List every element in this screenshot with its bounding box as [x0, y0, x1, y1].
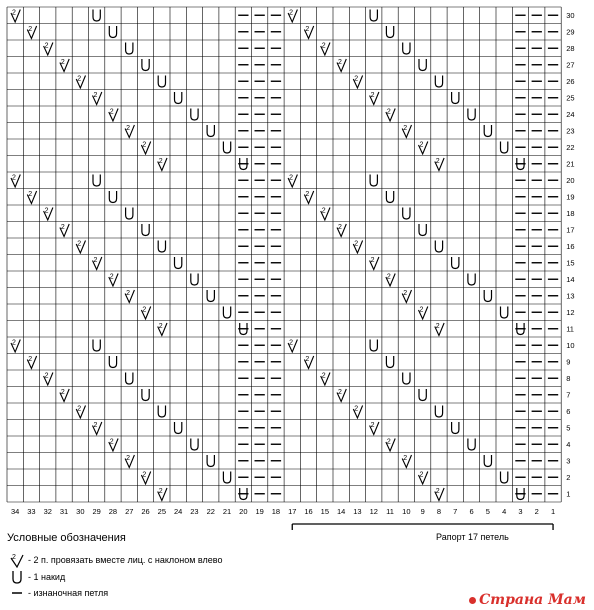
- yarnover-symbol: [403, 43, 410, 55]
- decrease-mark: 2: [142, 306, 147, 314]
- legend-purl-text: - изнаночная петля: [28, 588, 109, 598]
- decrease-mark: 2: [321, 372, 326, 380]
- row-label: 18: [566, 208, 575, 218]
- purl-symbol-icon: [8, 585, 26, 601]
- yarnover-symbol: [142, 59, 149, 71]
- column-label: 19: [255, 507, 264, 516]
- decrease-mark: 2: [109, 438, 114, 446]
- decrease-mark: 2: [126, 455, 131, 462]
- column-label: 15: [320, 507, 330, 516]
- decrease-mark: 2: [435, 488, 440, 495]
- yarnover-symbol: [468, 439, 475, 451]
- decrease-mark: 2: [158, 488, 163, 495]
- yarnover-symbol: [452, 422, 459, 434]
- column-label: 31: [59, 507, 69, 516]
- decrease-mark: 2: [60, 224, 65, 231]
- yarnover-symbol: [370, 175, 377, 187]
- yarnover-symbol: [126, 373, 133, 385]
- decrease-mark: 2: [28, 356, 33, 363]
- decrease-mark: 2: [370, 92, 375, 99]
- column-label: 5: [485, 507, 490, 516]
- column-label: 13: [353, 507, 362, 516]
- yarnover-symbol: [158, 76, 165, 88]
- column-label: 7: [453, 507, 458, 516]
- decrease-mark: 2: [158, 323, 163, 330]
- column-label: 24: [173, 507, 183, 516]
- row-label: 25: [566, 93, 575, 103]
- column-label: 4: [502, 507, 507, 516]
- decrease-mark: 2: [109, 273, 114, 281]
- decrease-mark: 2: [12, 339, 16, 347]
- column-label: 34: [10, 507, 20, 516]
- yarnover-symbol: [452, 92, 459, 104]
- watermark-logo: [469, 592, 586, 608]
- legend-item-purl: [8, 585, 108, 601]
- yarnover-symbol: [191, 439, 198, 451]
- decrease-mark: 2: [142, 141, 147, 149]
- yarnover-symbol: [175, 422, 182, 434]
- column-label: 14: [336, 507, 346, 516]
- row-label: 7: [566, 390, 571, 400]
- yarnover-symbol: [468, 274, 475, 286]
- column-label: 30: [76, 507, 85, 516]
- decrease-mark: 2: [289, 174, 294, 182]
- watermark-text: Страна Мам: [479, 592, 586, 608]
- yarnover-symbol: [158, 406, 165, 418]
- yarnover-symbol: [370, 340, 377, 352]
- yarnover-symbol-icon: [8, 569, 26, 585]
- yarnover-symbol: [223, 307, 230, 319]
- decrease-mark: 2: [158, 158, 163, 165]
- row-label: 30: [566, 10, 575, 20]
- yarnover-symbol: [109, 191, 116, 203]
- row-label: 10: [566, 340, 575, 350]
- decrease-mark: 2: [126, 290, 131, 297]
- yarnover-symbol: [207, 125, 214, 137]
- legend-item-decrease: [8, 552, 222, 568]
- decrease-mark: 2: [305, 191, 310, 198]
- yarnover-symbol: [93, 175, 100, 187]
- decrease-mark: 2: [305, 356, 310, 363]
- decrease-mark: 2: [403, 125, 408, 132]
- decrease-mark: 2: [419, 471, 424, 479]
- row-label: 29: [566, 27, 575, 37]
- row-label: 27: [566, 60, 575, 70]
- row-label: 5: [566, 423, 571, 433]
- column-label: 12: [369, 507, 378, 516]
- yarnover-symbol: [126, 43, 133, 55]
- column-label: 9: [420, 507, 425, 516]
- column-label: 25: [157, 507, 167, 516]
- yarnover-symbol: [501, 307, 508, 319]
- yarnover-symbol: [386, 26, 393, 38]
- decrease-mark: 2: [77, 405, 82, 413]
- decrease-mark: 2: [321, 207, 326, 215]
- yarnover-symbol: [223, 142, 230, 154]
- column-label: 28: [108, 507, 118, 516]
- yarnover-symbol: [386, 191, 393, 203]
- row-label: 15: [566, 258, 575, 268]
- decrease-mark: 2: [386, 438, 391, 446]
- column-label: 16: [304, 507, 313, 516]
- row-label: 16: [566, 241, 575, 251]
- decrease-mark: 2: [142, 471, 147, 479]
- decrease-mark: 2: [435, 158, 440, 165]
- yarnover-symbol: [109, 356, 116, 368]
- decrease-mark: 2: [93, 92, 98, 99]
- yarnover-symbol: [191, 109, 198, 121]
- decrease-mark: 2: [44, 207, 49, 215]
- legend-yarnover-text: - 1 накид: [28, 572, 66, 582]
- row-label: 24: [566, 109, 575, 119]
- row-label: 9: [566, 357, 571, 367]
- yarnover-symbol: [419, 59, 426, 71]
- yarnover-symbol: [142, 389, 149, 401]
- yarnover-symbol: [419, 389, 426, 401]
- yarnover-symbol: [484, 125, 491, 137]
- decrease-mark: 2: [419, 141, 424, 149]
- decrease-mark: 2: [403, 290, 408, 297]
- legend-title: Условные обозначения: [7, 532, 126, 544]
- row-label: 21: [566, 159, 575, 169]
- row-label: 3: [566, 456, 571, 466]
- yarnover-symbol: [175, 92, 182, 104]
- column-label: 23: [190, 507, 199, 516]
- decrease-mark: 2: [354, 240, 359, 248]
- yarnover-symbol: [435, 241, 442, 253]
- column-label: 8: [436, 507, 442, 516]
- decrease-mark: 2: [28, 191, 33, 198]
- legend-item-yarnover: [8, 569, 65, 585]
- watermark-dot-icon: [469, 597, 476, 604]
- row-label: 8: [566, 373, 571, 383]
- column-label: 1: [550, 507, 556, 516]
- yarnover-symbol: [109, 26, 116, 38]
- svg-text:2: 2: [12, 554, 16, 561]
- legend-decrease-text: - 2 п. провязать вместе лиц. с наклоном влево: [28, 555, 223, 565]
- decrease-mark: 2: [419, 306, 424, 314]
- yarnover-symbol: [484, 290, 491, 302]
- row-label: 4: [566, 439, 571, 449]
- decrease-mark: 2: [60, 389, 65, 396]
- row-label: 26: [566, 76, 575, 86]
- column-label: 18: [271, 507, 281, 516]
- column-label: 33: [27, 507, 36, 516]
- decrease-mark: 2: [354, 405, 359, 413]
- row-label: 20: [566, 175, 575, 185]
- decrease-mark: 2: [109, 108, 114, 116]
- row-label: 22: [566, 142, 575, 152]
- decrease-mark: 2: [44, 372, 49, 380]
- decrease-mark: 2: [321, 42, 326, 50]
- column-label: 27: [125, 507, 134, 516]
- yarnover-symbol: [419, 224, 426, 236]
- decrease-mark: 2: [12, 9, 16, 17]
- decrease-symbol-icon: [8, 552, 26, 568]
- yarnover-symbol: [403, 208, 410, 220]
- decrease-mark: 2: [93, 422, 98, 429]
- yarnover-symbol: [386, 356, 393, 368]
- decrease-mark: 2: [12, 174, 16, 182]
- row-label: 6: [566, 406, 571, 416]
- yarnover-symbol: [468, 109, 475, 121]
- column-label: 11: [386, 507, 394, 516]
- yarnover-symbol: [435, 406, 442, 418]
- row-label: 11: [566, 324, 574, 334]
- yarnover-symbol: [484, 455, 491, 467]
- column-label: 3: [518, 507, 523, 516]
- row-label: 14: [566, 274, 575, 284]
- column-label: 21: [222, 507, 232, 516]
- column-label: 20: [239, 507, 248, 516]
- yarnover-symbol: [126, 208, 133, 220]
- decrease-mark: 2: [44, 42, 49, 50]
- row-label: 13: [566, 291, 575, 301]
- yarnover-symbol: [93, 10, 100, 22]
- yarnover-symbol: [207, 290, 214, 302]
- yarnover-symbol: [175, 257, 182, 269]
- row-label: 19: [566, 192, 575, 202]
- decrease-mark: 2: [435, 323, 440, 330]
- column-label: 29: [92, 507, 101, 516]
- decrease-mark: 2: [77, 75, 82, 83]
- column-label: 6: [469, 507, 474, 516]
- yarnover-symbol: [403, 373, 410, 385]
- yarnover-symbol: [501, 142, 508, 154]
- column-label: 26: [141, 507, 150, 516]
- decrease-mark: 2: [28, 26, 33, 33]
- decrease-mark: 2: [370, 422, 375, 429]
- decrease-mark: 2: [289, 9, 294, 17]
- decrease-mark: 2: [338, 224, 342, 231]
- decrease-mark: 2: [338, 59, 342, 66]
- column-label: 32: [43, 507, 52, 516]
- decrease-mark: 2: [77, 240, 82, 248]
- decrease-mark: 2: [338, 389, 342, 396]
- yarnover-symbol: [501, 472, 508, 484]
- decrease-mark: 2: [354, 75, 359, 83]
- yarnover-symbol: [93, 340, 100, 352]
- decrease-mark: 2: [386, 273, 391, 281]
- decrease-mark: 2: [93, 257, 98, 264]
- yarnover-symbol: [435, 76, 442, 88]
- yarnover-symbol: [191, 274, 198, 286]
- yarnover-symbol: [207, 455, 214, 467]
- decrease-mark: 2: [403, 455, 408, 462]
- repeat-label: Рапорт 17 петель: [436, 532, 509, 542]
- yarnover-symbol: [452, 257, 459, 269]
- row-label: 23: [566, 126, 575, 136]
- decrease-mark: 2: [126, 125, 131, 132]
- decrease-mark: 2: [289, 339, 294, 347]
- row-label: 12: [566, 307, 575, 317]
- row-label: 28: [566, 43, 575, 53]
- row-label: 2: [566, 472, 571, 482]
- column-label: 22: [206, 507, 215, 516]
- row-label: 1: [566, 489, 571, 499]
- column-label: 17: [288, 507, 297, 516]
- yarnover-symbol: [142, 224, 149, 236]
- column-label: 10: [402, 507, 411, 516]
- decrease-mark: 2: [386, 108, 391, 116]
- decrease-mark: 2: [370, 257, 375, 264]
- row-label: 17: [566, 225, 575, 235]
- decrease-mark: 2: [305, 26, 310, 33]
- column-label: 2: [534, 507, 539, 516]
- yarnover-symbol: [370, 10, 377, 22]
- yarnover-symbol: [223, 472, 230, 484]
- yarnover-symbol: [158, 241, 165, 253]
- decrease-mark: 2: [60, 59, 65, 66]
